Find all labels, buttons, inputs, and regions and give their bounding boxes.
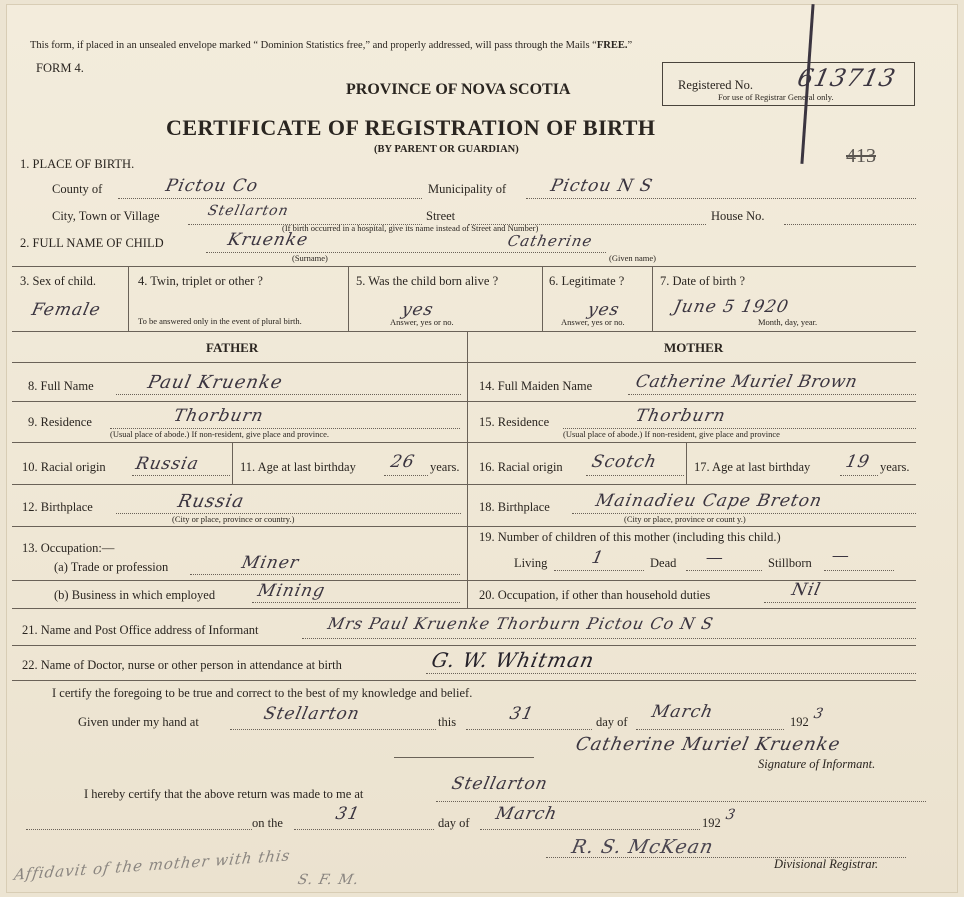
county-label: County of — [52, 182, 103, 196]
alive-value: yes — [399, 300, 436, 320]
page-subtitle: (BY PARENT OR GUARDIAN) — [374, 144, 519, 155]
legitimate-value: yes — [585, 300, 622, 320]
registrar-year-suffix: 3 — [724, 807, 738, 823]
business-value: Mining — [255, 581, 328, 601]
mother-age-label: 17. Age at last birthday — [694, 460, 811, 474]
margin-note-initials: S. F. M. — [296, 872, 361, 888]
street-label: Street — [426, 209, 456, 223]
mother-racial-label: 16. Racial origin — [479, 460, 563, 474]
mother-residence-caption — [563, 429, 780, 439]
twin-label: 4. Twin, triplet or other ? — [138, 274, 263, 288]
house-label: House No. — [711, 209, 765, 223]
alive-label: 5. Was the child born alive ? — [356, 274, 499, 288]
father-residence-caption-text: If non-resident, give place and province. — [191, 429, 330, 439]
mother-residence-caption-text: If non-resident, give place and province — [644, 429, 780, 439]
father-residence-caption — [110, 429, 329, 439]
mother-age-unit: years. — [880, 460, 910, 474]
corner-note: 413 — [846, 145, 876, 167]
page-title: CERTIFICATE OF REGISTRATION OF BIRTH — [166, 115, 656, 140]
father-birthplace-caption: (City or place, province or country.) — [172, 514, 295, 524]
mother-residence-label: 15. Residence — [479, 415, 550, 429]
registrar-month: March — [493, 804, 560, 824]
business-label: (b) Business in which employed — [54, 588, 216, 602]
stillborn-value: — — [829, 546, 853, 566]
informant-signature-caption: Signature of Informant. — [758, 757, 876, 771]
dob-caption: Month, day, year. — [758, 317, 818, 327]
street-note: (If birth occurred in a hospital, give its name instead of Street and Number) — [282, 223, 539, 233]
place-of-birth-heading: 1. PLACE OF BIRTH. — [20, 157, 135, 171]
child-given-name: Catherine — [506, 232, 595, 250]
child-name-label: 2. FULL NAME OF CHILD — [20, 236, 164, 250]
city-value: Stellarton — [206, 203, 291, 219]
given-year-suffix: 3 — [812, 706, 826, 722]
given-month: March — [649, 702, 716, 722]
father-racial-value: Russia — [133, 454, 201, 474]
mail-notice-text: This form, if placed in an unsealed envelope marked “ Dominion Statistics free,” and properly addressed, will pass through the Mails “ — [30, 40, 597, 51]
municipality-label: Municipality of — [428, 182, 507, 196]
mother-residence-caption-b: (Usual place of abode.) — [563, 429, 643, 439]
living-label: Living — [514, 556, 548, 570]
dob-label: 7. Date of birth ? — [660, 274, 746, 288]
municipality-value: Pictou N S — [548, 176, 655, 196]
mother-occupation-value: Nil — [789, 580, 823, 600]
dead-label: Dead — [650, 556, 677, 570]
registrar-place: Stellarton — [449, 774, 550, 794]
given-place: Stellarton — [261, 704, 362, 724]
mother-age-value: 19 — [843, 452, 872, 472]
mother-heading: MOTHER — [664, 340, 724, 355]
mother-birthplace-caption: (City or place, province or count y.) — [624, 514, 746, 524]
margin-note: Affidavit of the mother with this — [13, 846, 292, 884]
given-caption: (Given name) — [609, 253, 656, 263]
city-label: City, Town or Village — [52, 209, 160, 223]
given-label: Given under my hand at — [78, 715, 199, 729]
mother-birthplace-label: 18. Birthplace — [479, 500, 550, 514]
children-count-label: 19. Number of children of this mother (including this child.) — [479, 530, 781, 544]
father-racial-label: 10. Racial origin — [22, 460, 106, 474]
surname-caption: (Surname) — [292, 253, 328, 263]
father-birthplace-label: 12. Birthplace — [22, 500, 93, 514]
dob-value: June 5 1920 — [671, 297, 791, 317]
province-heading: PROVINCE OF NOVA SCOTIA — [346, 81, 571, 98]
doctor-value: G. W. Whitman — [429, 648, 597, 672]
on-the-label: on the — [252, 816, 283, 830]
mother-birthplace-value: Mainadieu Cape Breton — [593, 491, 825, 511]
legitimate-label: 6. Legitimate ? — [549, 274, 625, 288]
stillborn-label: Stillborn — [768, 556, 812, 570]
legitimate-caption: Answer, yes or no. — [561, 317, 625, 327]
mail-notice-free: FREE. — [596, 40, 628, 51]
registered-label: Registered No. — [678, 78, 753, 92]
doctor-label: 22. Name of Doctor, nurse or other person in attendance at birth — [22, 658, 342, 672]
father-residence-value: Thorburn — [171, 406, 266, 426]
occupation-label: 13. Occupation:— — [22, 541, 115, 555]
mail-notice — [30, 40, 632, 51]
father-residence-label: 9. Residence — [28, 415, 92, 429]
registered-value: 613713 — [795, 64, 899, 92]
twin-note: To be answered only in the event of plural birth. — [138, 316, 302, 326]
this-label: this — [438, 715, 457, 729]
trade-value: Miner — [239, 553, 302, 573]
father-birthplace-value: Russia — [175, 491, 247, 512]
alive-caption: Answer, yes or no. — [390, 317, 454, 327]
mother-residence-value: Thorburn — [633, 406, 728, 426]
father-age-label: 11. Age at last birthday — [240, 460, 356, 474]
county-value: Pictou Co — [163, 176, 261, 196]
informant-label: 21. Name and Post Office address of Informant — [22, 623, 259, 637]
father-heading: FATHER — [206, 340, 259, 355]
mother-name-value: Catherine Muriel Brown — [633, 372, 860, 392]
registrar-day-of-label: day of — [438, 816, 470, 830]
mother-occupation-label: 20. Occupation, if other than household duties — [479, 588, 711, 602]
informant-signature: Catherine Muriel Kruenke — [573, 734, 843, 755]
informant-value: Mrs Paul Kruenke Thorburn Pictou Co N S — [325, 614, 716, 633]
living-value: 1 — [589, 548, 606, 568]
registered-sub: For use of Registrar General only. — [718, 92, 834, 102]
mail-notice-end: ” — [627, 40, 633, 51]
father-age-value: 26 — [388, 452, 417, 472]
birth-certificate — [6, 4, 958, 893]
given-day: 31 — [507, 704, 536, 724]
mother-name-label: 14. Full Maiden Name — [479, 379, 593, 393]
registrar-signature: R. S. McKean — [569, 836, 716, 858]
given-year-prefix: 192 — [790, 715, 809, 729]
registrar-statement: I hereby certify that the above return was made to me at — [84, 787, 364, 801]
registrar-year-prefix: 192 — [702, 816, 721, 830]
mother-racial-value: Scotch — [589, 452, 659, 472]
dead-value: — — [703, 548, 727, 568]
registrar-caption: Divisional Registrar. — [774, 857, 879, 871]
father-name-value: Paul Kruenke — [145, 372, 285, 393]
given-day-of-label: day of — [596, 715, 628, 729]
sex-value: Female — [29, 300, 103, 320]
form-number: FORM 4. — [36, 61, 84, 75]
certify-statement: I certify the foregoing to be true and correct to the best of my knowledge and belief. — [52, 686, 473, 700]
father-name-label: 8. Full Name — [28, 379, 94, 393]
registrar-day: 31 — [333, 804, 362, 824]
father-residence-caption-b: (Usual place of abode.) — [110, 429, 190, 439]
child-surname: Kruenke — [225, 230, 311, 250]
sex-label: 3. Sex of child. — [20, 274, 97, 288]
father-age-unit: years. — [430, 460, 460, 474]
trade-label: (a) Trade or profession — [54, 560, 169, 574]
